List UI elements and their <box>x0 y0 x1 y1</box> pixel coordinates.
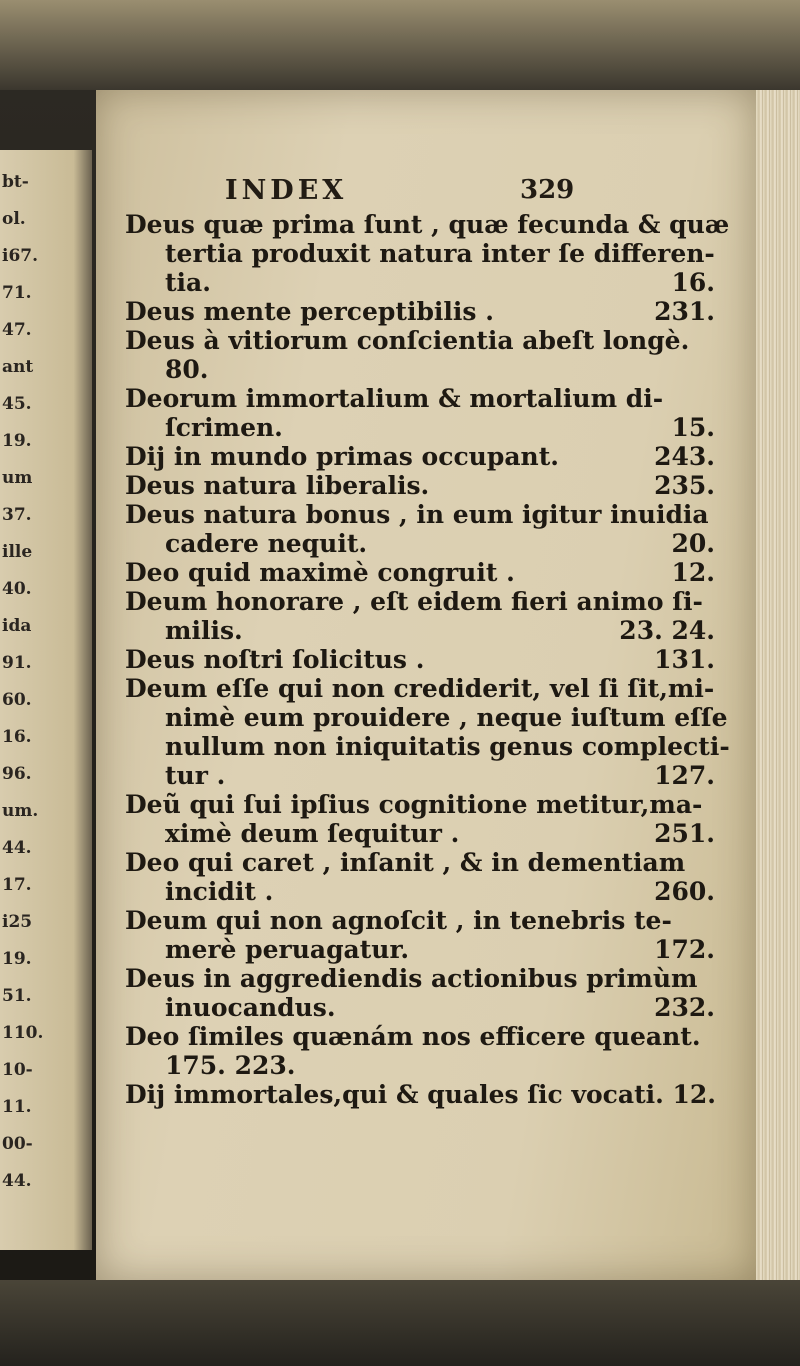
index-line <box>125 210 730 239</box>
left-margin-fragment: ant <box>2 357 34 377</box>
index-line <box>125 355 715 384</box>
left-margin-fragment: 00- <box>2 1134 33 1154</box>
left-margin-fragment: 19. <box>2 431 32 451</box>
entry-page-ref: 251. <box>654 819 715 848</box>
entry-page-ref: 260. <box>654 877 715 906</box>
left-margin-fragment: um. <box>2 801 39 821</box>
index-line <box>125 326 715 355</box>
entry-text: incidit . <box>165 877 274 906</box>
left-margin-fragment: 71. <box>2 283 32 303</box>
left-margin-fragment: um <box>2 468 33 488</box>
left-margin-fragment: 91. <box>2 653 32 673</box>
entry-page-ref: 231. <box>654 297 715 326</box>
index-line <box>125 413 715 442</box>
entry-page-ref: 232. <box>654 993 715 1022</box>
entry-text: 80. <box>165 355 209 384</box>
entry-page-ref: 131. <box>654 645 715 674</box>
left-margin-fragment: 44. <box>2 838 32 858</box>
left-margin-fragment: 110. <box>2 1023 44 1043</box>
left-margin-fragment: 40. <box>2 579 32 599</box>
entry-page-ref: 23. 24. <box>619 616 715 645</box>
entry-text: Deus à vitiorum conſcientia abeſt longè. <box>125 326 690 355</box>
left-margin-fragment: 44. <box>2 1171 32 1191</box>
entry-text: Dij immortales,qui & quales ſic vocati. 12. <box>125 1080 717 1109</box>
entry-page-ref: 20. <box>671 529 715 558</box>
index-line <box>125 268 715 297</box>
left-margin-fragment: 60. <box>2 690 32 710</box>
entry-text: ximè deum ſequitur . <box>165 819 460 848</box>
left-margin-fragment: 17. <box>2 875 32 895</box>
index-line <box>125 616 715 645</box>
entry-text: Deo ſimiles quænám nos efficere queant. <box>125 1022 701 1051</box>
entry-text: Deus quæ prima ſunt , quæ fecunda & quæ <box>125 210 730 239</box>
entry-text: merè peruagatur. <box>165 935 410 964</box>
left-margin-fragment: 19. <box>2 949 32 969</box>
entry-page-ref: 15. <box>671 413 715 442</box>
left-margin-fragment: 37. <box>2 505 32 525</box>
index-line <box>125 1022 715 1051</box>
index-line <box>125 790 715 819</box>
entry-text: tur . <box>165 761 226 790</box>
index-line <box>125 1051 715 1080</box>
running-head <box>180 175 740 215</box>
entry-text: 175. 223. <box>165 1051 296 1080</box>
index-line <box>125 471 715 500</box>
left-margin-fragment: 47. <box>2 320 32 340</box>
entry-text: inuocandus. <box>165 993 336 1022</box>
index-line <box>125 819 715 848</box>
entry-text: Deus noſtri ſolicitus . <box>125 645 425 674</box>
entry-text: Deum honorare , eſt eidem fieri animo ſi- <box>125 587 703 616</box>
entry-text: Deus mente perceptibilis . <box>125 297 494 326</box>
entry-text: Deus in aggrediendis actionibus primùm <box>125 964 698 993</box>
entry-page-ref: 16. <box>671 268 715 297</box>
left-margin-fragment: 16. <box>2 727 32 747</box>
entry-page-ref: 243. <box>654 442 715 471</box>
left-margin-fragment: ol. <box>2 209 26 229</box>
index-line <box>125 848 715 877</box>
entry-page-ref: 235. <box>654 471 715 500</box>
entry-text: Deũ qui ſui ipſius cognitione metitur,ma- <box>125 790 703 819</box>
index-line <box>125 645 715 674</box>
page-number: 329 <box>520 175 575 205</box>
index-entries <box>125 210 730 1109</box>
entry-text: ſcrimen. <box>165 413 283 442</box>
bottom-page-edge <box>0 1280 800 1366</box>
index-line <box>125 964 715 993</box>
left-margin-fragment: 11. <box>2 1097 32 1117</box>
entry-text: Deum eſſe qui non crediderit, vel ſi ſit,mi- <box>125 674 715 703</box>
left-margin-fragment: 96. <box>2 764 32 784</box>
index-line <box>125 500 715 529</box>
entry-text: tertia produxit natura inter ſe differen- <box>165 239 715 268</box>
index-title: INDEX <box>225 175 348 206</box>
index-line <box>125 935 715 964</box>
entry-text: Deus natura liberalis. <box>125 471 430 500</box>
entry-text: Deo quid maximè congruit . <box>125 558 515 587</box>
index-line <box>125 239 715 268</box>
index-line <box>125 297 715 326</box>
index-line <box>125 587 715 616</box>
entry-page-ref: 172. <box>654 935 715 964</box>
entry-text: Deorum immortalium & mortalium di- <box>125 384 664 413</box>
index-line <box>125 442 715 471</box>
entry-text: Deo qui caret , inſanit , & in dementiam <box>125 848 686 877</box>
entry-text: Deus natura bonus , in eum igitur inuidia <box>125 500 709 529</box>
left-margin-fragment: 45. <box>2 394 32 414</box>
left-margin-fragment: 51. <box>2 986 32 1006</box>
top-page-edge <box>0 0 800 90</box>
entry-text: Deum qui non agnoſcit , in tenebris te- <box>125 906 672 935</box>
index-line <box>125 558 715 587</box>
entry-page-ref: 127. <box>654 761 715 790</box>
entry-text: nimè eum prouidere , neque iuſtum eſſe <box>165 703 728 732</box>
index-line <box>125 761 715 790</box>
index-line <box>125 993 715 1022</box>
entry-text: cadere nequit. <box>165 529 368 558</box>
index-line <box>125 703 728 732</box>
left-margin-fragment: ida <box>2 616 32 636</box>
left-margin-fragment: i67. <box>2 246 39 266</box>
entry-text: tia. <box>165 268 211 297</box>
entry-text: Dij in mundo primas occupant. <box>125 442 559 471</box>
index-line <box>125 674 715 703</box>
left-margin-fragment: bt- <box>2 172 29 192</box>
index-line <box>125 906 715 935</box>
left-page-fragment <box>0 150 92 1250</box>
index-line <box>125 1080 715 1109</box>
entry-text: milis. <box>165 616 243 645</box>
left-margin-fragment: i25 <box>2 912 33 932</box>
left-margin-fragment: ille <box>2 542 33 562</box>
index-line <box>125 384 715 413</box>
left-margin-fragment: 10- <box>2 1060 33 1080</box>
index-line <box>125 877 715 906</box>
index-line <box>125 732 730 761</box>
entry-page-ref: 12. <box>671 558 715 587</box>
entry-text: nullum non iniquitatis genus complecti- <box>165 732 730 761</box>
index-line <box>125 529 715 558</box>
page-stack-edge <box>756 90 800 1280</box>
